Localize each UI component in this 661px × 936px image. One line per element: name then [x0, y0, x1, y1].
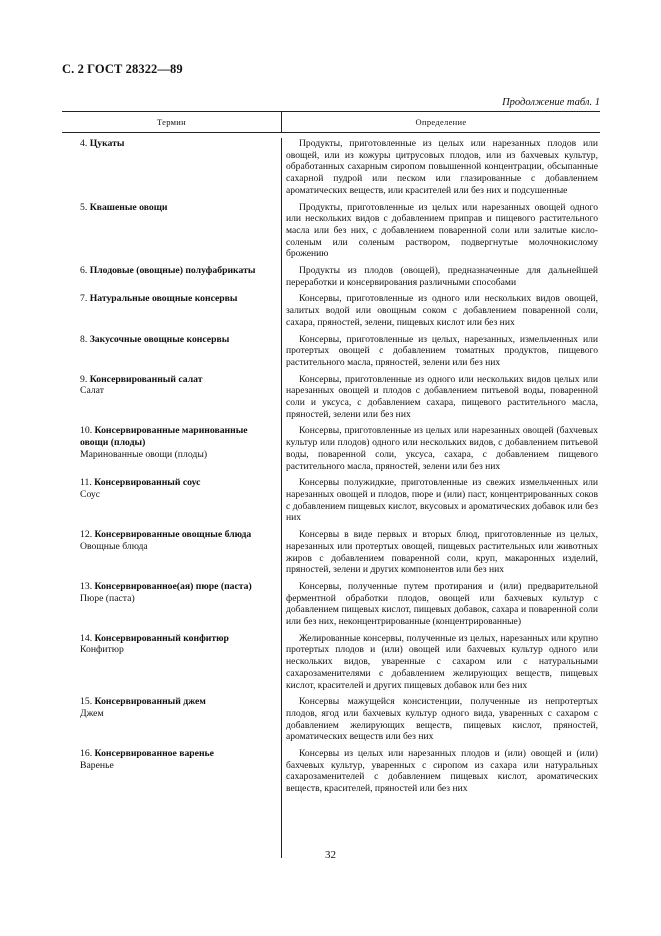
term-name: Консервированный соус	[94, 477, 201, 489]
term-cell	[62, 748, 281, 795]
term-cell	[62, 334, 281, 369]
term-number: 8.	[80, 333, 88, 345]
term-name: Консервированное варенье	[94, 748, 214, 760]
term-number: 4.	[80, 138, 88, 149]
definition-cell: Продукты, приготовленные из целых или нарезанных овощей одного или нескольких видов с добавлением приправ и пищевого растительного масла или без них, с добавлением поваренной соли или залитые кисло-соленым или соленым раствором, подвергнутые молочнокислому брожению	[286, 201, 598, 260]
definition-cell: Консервы мажущейся консистенции, полученные из непротертых плодов, ягод или бахчевых культур одного вида, уваренных с сахаром с добавлением желирующих веществ, пищевых кислот, пряностей, ароматических веществ или без них	[286, 696, 598, 743]
term-number: 5.	[80, 201, 88, 213]
term-number: 12.	[80, 529, 93, 541]
definition-cell: Продукты из плодов (овощей), предназначенные для дальнейшей переработки и консервирования различными способами	[286, 265, 598, 288]
term-cell	[62, 425, 281, 472]
term-short-form: Варенье	[80, 759, 114, 771]
term-cell	[62, 293, 281, 328]
term-short-form: Пюре (паста)	[80, 592, 135, 604]
table-body	[62, 138, 600, 795]
table-row	[62, 425, 600, 472]
term-cell	[62, 138, 281, 197]
term-short-form: Салат	[80, 385, 104, 397]
term-name: Консервированный джем	[94, 696, 206, 708]
term-cell	[62, 374, 281, 421]
term-cell	[62, 696, 281, 743]
term-cell	[62, 477, 281, 524]
column-header-definition: Определение	[415, 117, 467, 127]
table-header	[62, 111, 600, 133]
table-row	[62, 696, 600, 743]
term-cell	[62, 633, 281, 692]
column-header-term: Термин	[62, 112, 282, 132]
term-short-form: Конфитюр	[80, 644, 124, 656]
term-number: 16.	[80, 748, 93, 760]
term-short-form: Джем	[80, 707, 104, 719]
term-short-form: Соус	[80, 488, 101, 500]
term-name: Цукаты	[89, 138, 125, 149]
term-name: Натуральные овощные консервы	[89, 293, 238, 305]
term-cell	[62, 529, 281, 576]
table-row	[62, 581, 600, 628]
term-short-form: Овощные блюда	[80, 540, 148, 552]
term-name: Консервированные овощные блюда	[94, 529, 252, 541]
table-continuation-label: Продолжение табл. 1	[502, 97, 600, 108]
definition-cell: Консервы в виде первых и вторых блюд, приготовленные из целых, нарезанных или протертых овощей, пищевых растительных или животных жиров с добавлением поваренной соли, круп, макаронных изделий, пряностей, зелени и других компонентов или без них	[286, 529, 598, 576]
table-row	[62, 138, 600, 197]
table-row	[62, 374, 600, 421]
table-row	[62, 748, 600, 795]
definition-cell: Продукты, приготовленные из целых или нарезанных плодов или овощей, или из кожуры цитрусовых плодов, или из бахчевых культур, обработанных сахарным сиропом повышенной концентрации, обсыпанные сахарной пудрой или песком или глазированные с добавлением ароматических веществ, или красителей или без них и подсушенные	[286, 138, 598, 196]
term-cell	[62, 202, 281, 261]
table-row	[62, 477, 600, 524]
table-row	[62, 265, 600, 288]
term-number: 15.	[80, 696, 93, 708]
table-row	[62, 529, 600, 576]
term-number: 7.	[80, 293, 88, 305]
term-number: 6.	[80, 265, 88, 277]
term-number: 9.	[80, 373, 88, 385]
term-name: Квашеные овощи	[89, 201, 168, 213]
definition-cell: Желированные консервы, полученные из целых, нарезанных или крупно протертых плодов и (или) овощей или бахчевых культур одного или нескольких видов, уваренные с сахаром или с натуральными сахарозаменителями с добавлением желирующих веществ, пищевых кислот, красителей и других пищевых добавок или без них	[286, 632, 598, 691]
table-row	[62, 202, 600, 261]
term-number: 14.	[80, 632, 93, 644]
table-row	[62, 633, 600, 692]
term-cell	[62, 265, 281, 288]
page-number: 32	[325, 849, 336, 861]
term-name: Консервированные маринованные овощи (плоды)	[80, 425, 248, 449]
term-name: Закусочные овощные консервы	[89, 333, 230, 345]
definition-cell: Консервы из целых или нарезанных плодов и (или) овощей и (или) бахчевых культур, уваренных с сиропом из сахара или натуральных сахарозаменителей с добавлением пищевых кислот, ароматических веществ, красителей, пряностей или без них	[286, 748, 598, 795]
definition-cell: Консервы, приготовленные из целых, нарезанных, измельченных или протертых овощей с добавлением томатных продуктов, пищевого растительного масла, пряностей, зелени или без них	[286, 333, 598, 368]
terms-table	[62, 111, 600, 795]
page-header: С. 2 ГОСТ 28322—89	[62, 62, 183, 76]
definition-cell: Консервы, полученные путем протирания и (или) предварительной ферментной обработки плодов, овощей или бахчевых культур с добавлением пищевых кислот, пищевых добавок, сахара и поваренной соли или без них, неконцентрированные (концентрированные)	[286, 580, 598, 628]
term-name: Плодовые (овощные) полуфабрикаты	[89, 265, 256, 277]
term-cell	[62, 581, 281, 628]
term-number: 13.	[80, 580, 93, 592]
term-number: 10.	[80, 425, 93, 437]
term-name: Консервированный салат	[89, 373, 203, 385]
term-name: Консервированный конфитюр	[94, 632, 229, 644]
definition-cell: Консервы, приготовленные из одного или нескольких видов целых или нарезанных овощей и плодов с добавлением питьевой воды, поваренной соли и уксуса, с добавлением сахара, пищевого растительного масла, пряностей, зелени или без них	[286, 373, 598, 420]
term-number: 11.	[80, 477, 92, 489]
table-row	[62, 293, 600, 328]
term-short-form: Маринованные овощи (плоды)	[80, 448, 208, 460]
table-row	[62, 334, 600, 369]
term-name: Консервированное(ая) пюре (паста)	[94, 580, 252, 592]
definition-cell: Консервы полужидкие, приготовленные из свежих измельченных или нарезанных овощей и плодов, пюре и (или) паст, концентрированных соков с добавлением пищевых кислот, вкусовых и ароматических добавок или без них	[286, 477, 598, 524]
definition-cell: Консервы, приготовленные из одного или нескольких видов овощей, залитых водой или овощным соком с добавлением поваренной соли, сахара, пряностей, зелени, пищевых кислот или без них	[286, 293, 598, 328]
definition-cell: Консервы, приготовленные из целых или нарезанных овощей (бахчевых культур или плодов) одного или нескольких видов, с добавлением питьевой воды, поваренной соли, уксуса, сахара, с добавлением пищевого растительного масла, пряностей, зелени или без них	[286, 425, 598, 472]
column-divider	[281, 138, 282, 858]
